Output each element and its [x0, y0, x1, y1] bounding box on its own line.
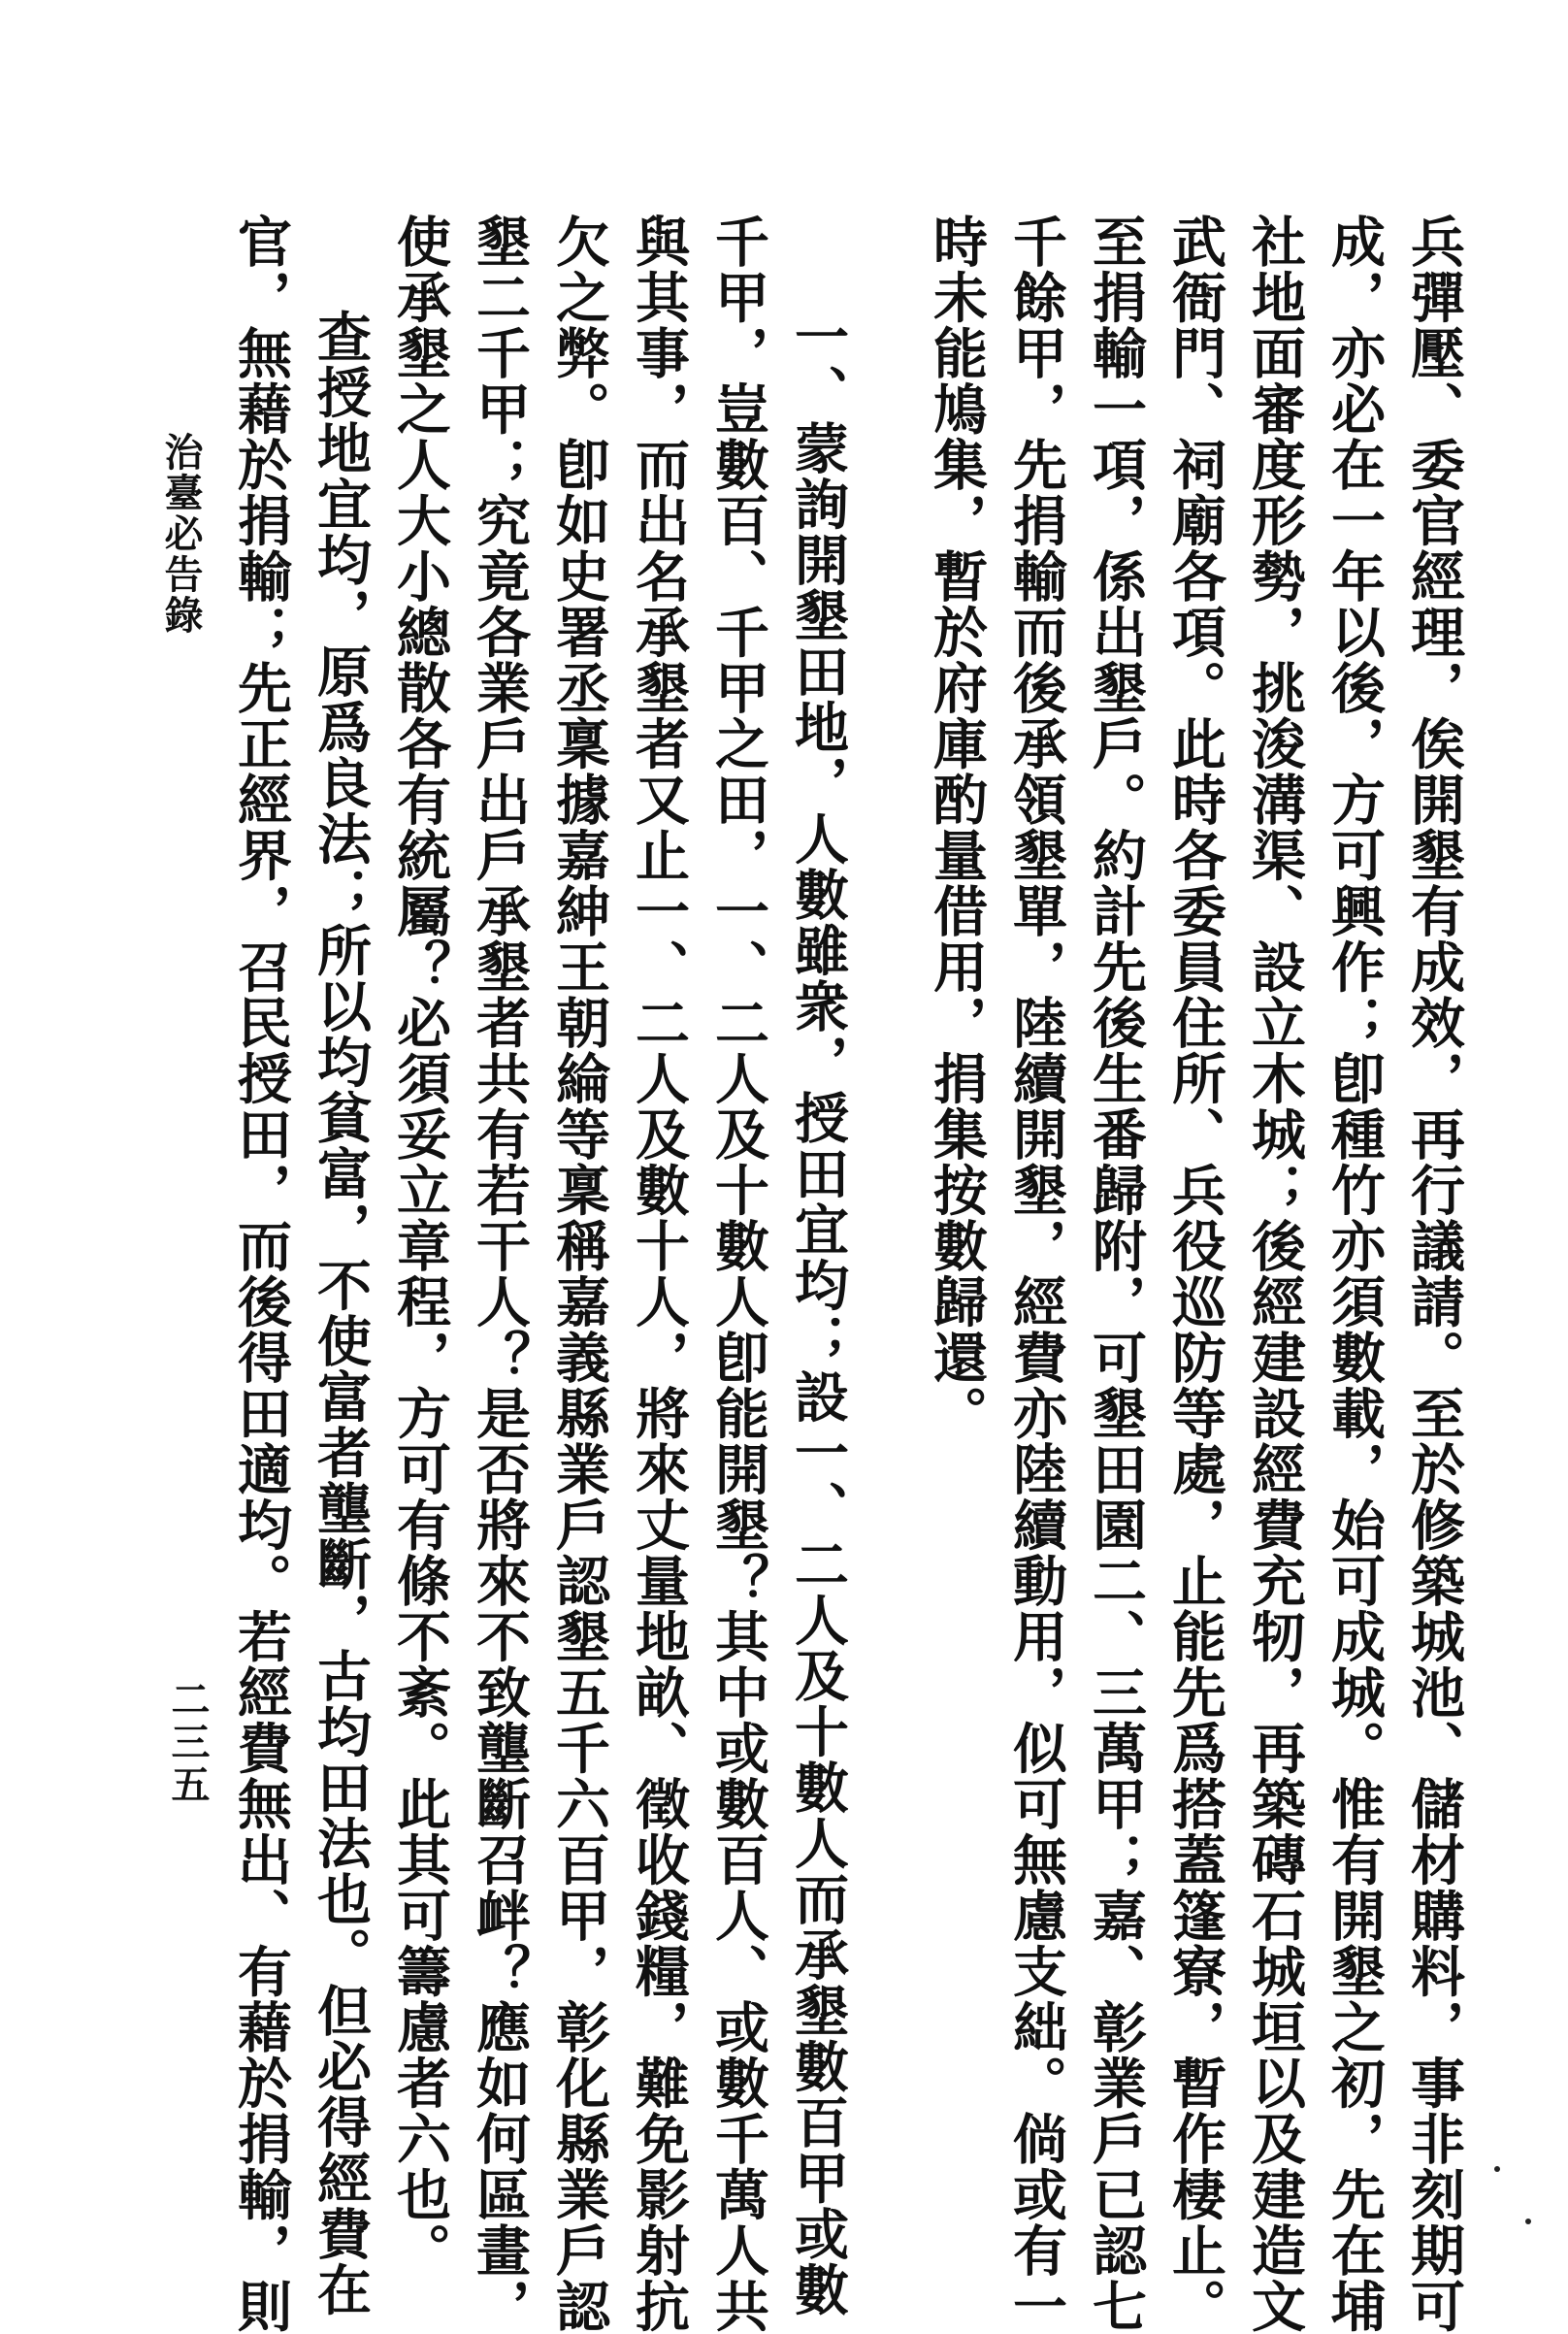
text-column-6: 千餘甲，先捐輸而後承領墾單，陸續開墾，經費亦陸續動用，似可無慮支絀。倘或有一	[1004, 214, 1068, 2334]
text-column-8: 一、蒙詢開墾田地，人數雖衆，授田宜均；設一、二人及十數人而承墾數百甲或數	[786, 309, 850, 2318]
text-column-9: 千甲，豈數百、千甲之田，一、二人及十數人卽能開墾？其中或數百人、或數千萬人共	[706, 214, 770, 2334]
text-column-3: 社地面審度形勢，挑浚溝渠、設立木城；後經建設經費充牣，再築磚石城垣以及建造文	[1243, 214, 1307, 2334]
text-column-5: 至捐輸一項，係出墾戶。約計先後生番歸附，可墾田園二、三萬甲；嘉、彰業戶已認七	[1084, 214, 1148, 2334]
text-column-2: 成，亦必在一年以後，方可興作；卽種竹亦須數載，始可成城。惟有開墾之初，先在埔	[1323, 214, 1387, 2334]
text-column-1: 兵彈壓、委官經理，俟開墾有成效，再行議請。至於修築城池、儲材購料，事非刻期可	[1402, 214, 1466, 2334]
text-column-4: 武衙門、祠廟各項。此時各委員住所、兵役巡防等處，止能先爲搭蓋篷寮，暫作棲止。	[1163, 214, 1227, 2334]
print-speck	[1525, 2219, 1531, 2224]
text-column-15: 官，無藉於捐輸；先正經界，召民授田，而後得田適均。若經費無出、有藉於捐輸，則	[229, 214, 293, 2334]
text-column-14: 查授地宜均，原爲良法；所以均貧富，不使富者壟斷，古均田法也。但必得經費在	[309, 309, 373, 2318]
text-column-7: 時未能鳩集，暫於府庫酌量借用，捐集按數歸還。	[925, 214, 989, 1441]
text-column-13: 使承墾之人大小總散各有統屬？必須妥立章程，方可有條不紊。此其可籌慮者六也。	[388, 214, 452, 2279]
text-column-11: 欠之弊。卽如史署丞稟據嘉紳王朝綸等稟稱嘉義縣業戶認墾五千六百甲，彰化縣業戶認	[547, 214, 611, 2334]
running-title: 治臺必告錄	[158, 432, 204, 636]
print-speck	[1494, 2166, 1500, 2172]
page-number: 二三五	[165, 1679, 211, 1807]
text-column-10: 與其事，而出名承墾者又止一、二人及數十人，將來丈量地畝、徵收錢糧，難免影射抗	[627, 214, 691, 2334]
text-column-12: 墾二千甲；究竟各業戶出戶承墾者共有若干人？是否將來不致壟斷召衅？應如何區畫，	[468, 214, 532, 2334]
